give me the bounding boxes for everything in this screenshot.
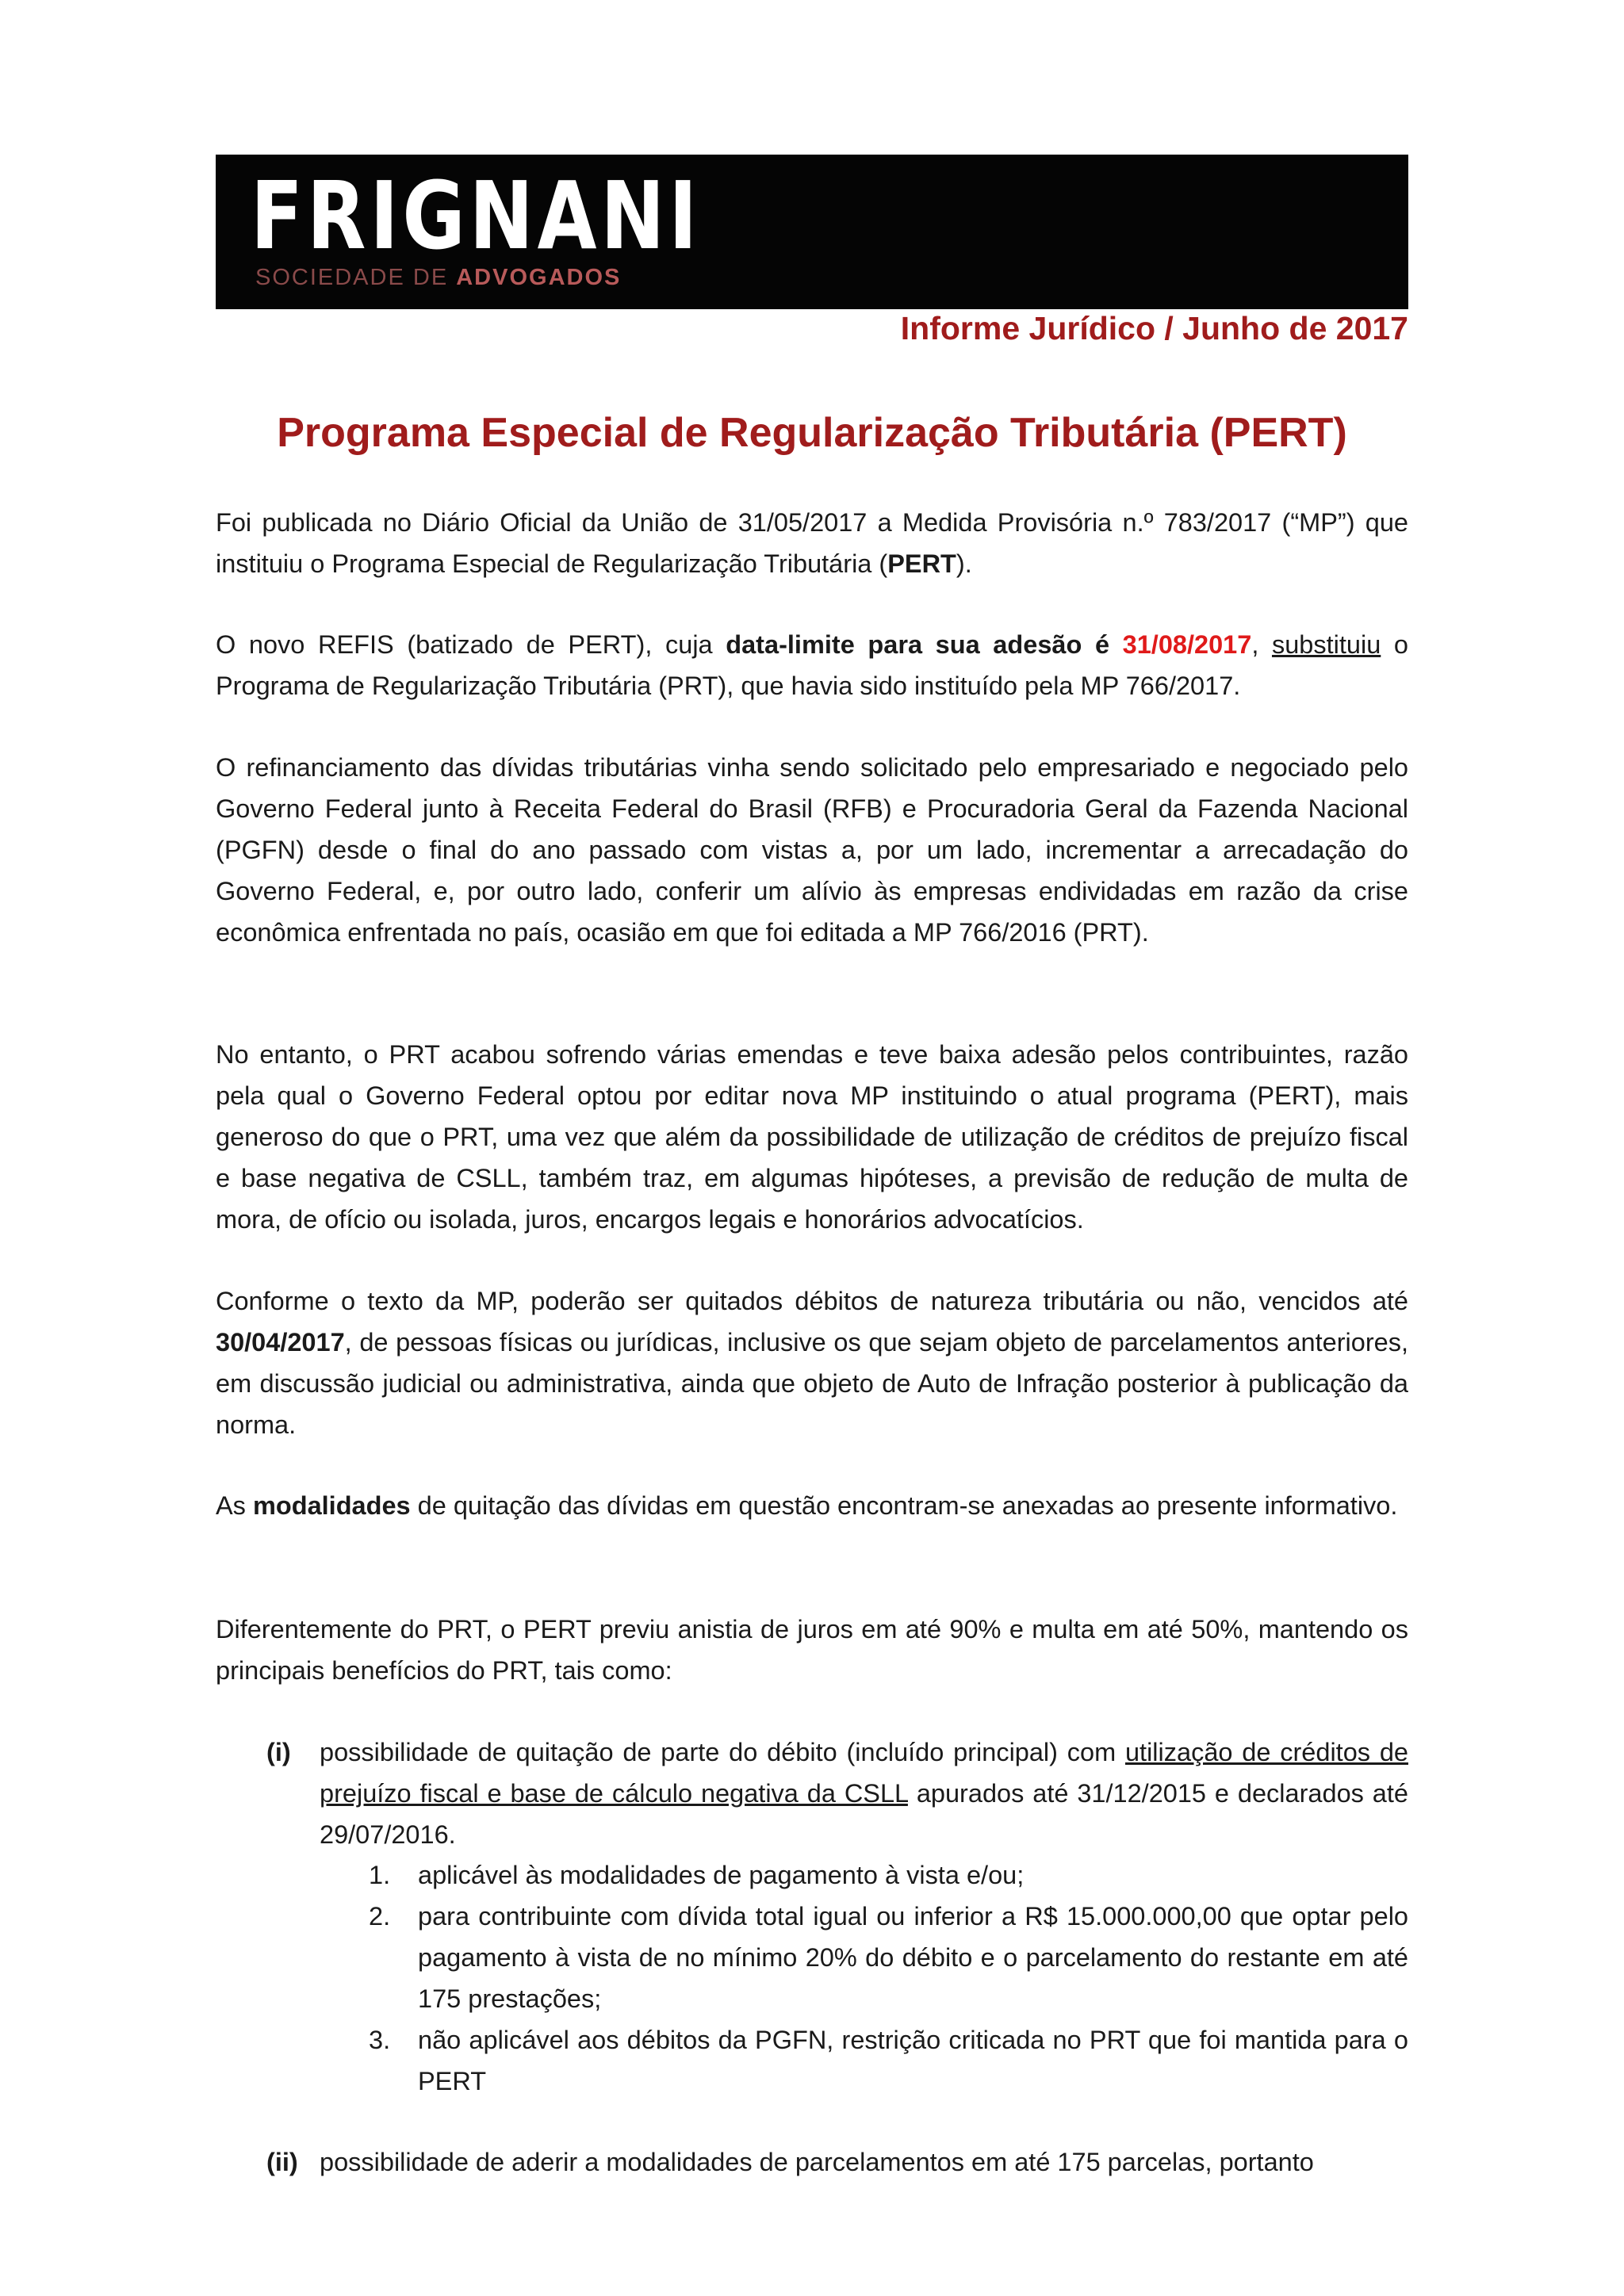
logo-wordmark: FRIGNANI xyxy=(251,161,702,270)
sub-item-text: aplicável às modalidades de pagamento à vista e/ou; xyxy=(418,1861,1025,1889)
sub-item-text: não aplicável aos débitos da PGFN, restrição criticada no PRT que foi mantida para o PERT xyxy=(418,2026,1408,2095)
list-item-label: (i) xyxy=(266,1738,291,1766)
sub-item-number: 3. xyxy=(369,2026,391,2054)
logo-banner xyxy=(216,155,1408,309)
paragraph-4: No entanto, o PRT acabou sofrendo várias emendas e teve baixa adesão pelos contribuintes, razão pela qual o Governo Federal optou por editar nova MP instituindo o atual programa (PERT), mais generoso do que o PRT, uma vez que além da possibilidade de utilização de créditos de prejuízo fiscal e base negativa de CSLL, também traz, em algumas hipóteses, a previsão de redução de multa de mora, de ofício ou isolada, juros, encargos legais e honorários advocatícios. xyxy=(216,1040,1408,1234)
paragraph-2: O novo REFIS (batizado de PERT), cuja data-limite para sua adesão é 31/08/2017, substituiu o Programa de Regularização Tributária (PRT), que havia sido instituído pela MP 766/2017. xyxy=(216,630,1408,700)
report-date-line: Informe Jurídico / Junho de 2017 xyxy=(900,310,1408,346)
logo-subtitle: SOCIEDADE DE ADVOGADOS xyxy=(255,265,622,290)
paragraph-5: Conforme o texto da MP, poderão ser quitados débitos de natureza tributária ou não, vencidos até 30/04/2017, de pessoas físicas ou jurídicas, inclusive os que sejam objeto de parcelamentos anteriores, em discussão judicial ou administrativa, ainda que objeto de Auto de Infração posterior à publicação da norma. xyxy=(216,1287,1408,1439)
paragraph-1: Foi publicada no Diário Oficial da União de 31/05/2017 a Medida Provisória n.º 783/2017 (“MP”) que instituiu o Programa Especial de Regularização Tributária (PERT). xyxy=(216,508,1408,578)
list-item-text: possibilidade de aderir a modalidades de parcelamentos em até 175 parcelas, portanto xyxy=(320,2148,1314,2176)
sub-item-number: 1. xyxy=(369,1861,391,1889)
page-title: Programa Especial de Regularização Tributária (PERT) xyxy=(277,410,1347,456)
paragraph-3: O refinanciamento das dívidas tributárias vinha sendo solicitado pelo empresariado e negociado pelo Governo Federal junto à Receita Federal do Brasil (RFB) e Procuradoria Geral da Fazenda Nacional (PGFN) desde o final do ano passado com vistas a, por um lado, incrementar a arrecadação do Governo Federal, e, por outro lado, conferir um alívio às empresas endividadas em razão da crise econômica enfrentada no país, ocasião em que foi editada a MP 766/2016 (PRT). xyxy=(216,753,1408,947)
paragraph-6: As modalidades de quitação das dívidas em questão encontram-se anexadas ao presente informativo. xyxy=(216,1491,1398,1520)
sub-item-text: para contribuinte com dívida total igual ou inferior a R$ 15.000.000,00 que optar pelo pagamento à vista de no mínimo 20% do débito e o parcelamento do restante em até 175 prestações; xyxy=(418,1902,1408,2013)
list-item-text: possibilidade de quitação de parte do débito (incluído principal) com utilização de créditos de prejuízo fiscal e base de cálculo negativa da CSLL apurados até 31/12/2015 e declarados até 29/07/2016. xyxy=(320,1738,1408,1849)
list-item-label: (ii) xyxy=(266,2148,298,2176)
sub-item-number: 2. xyxy=(369,1902,391,1931)
paragraph-7: Diferentemente do PRT, o PERT previu anistia de juros em até 90% e multa em até 50%, mantendo os principais benefícios do PRT, tais como: xyxy=(216,1615,1408,1685)
deadline-date: 31/08/2017 xyxy=(1122,630,1252,659)
